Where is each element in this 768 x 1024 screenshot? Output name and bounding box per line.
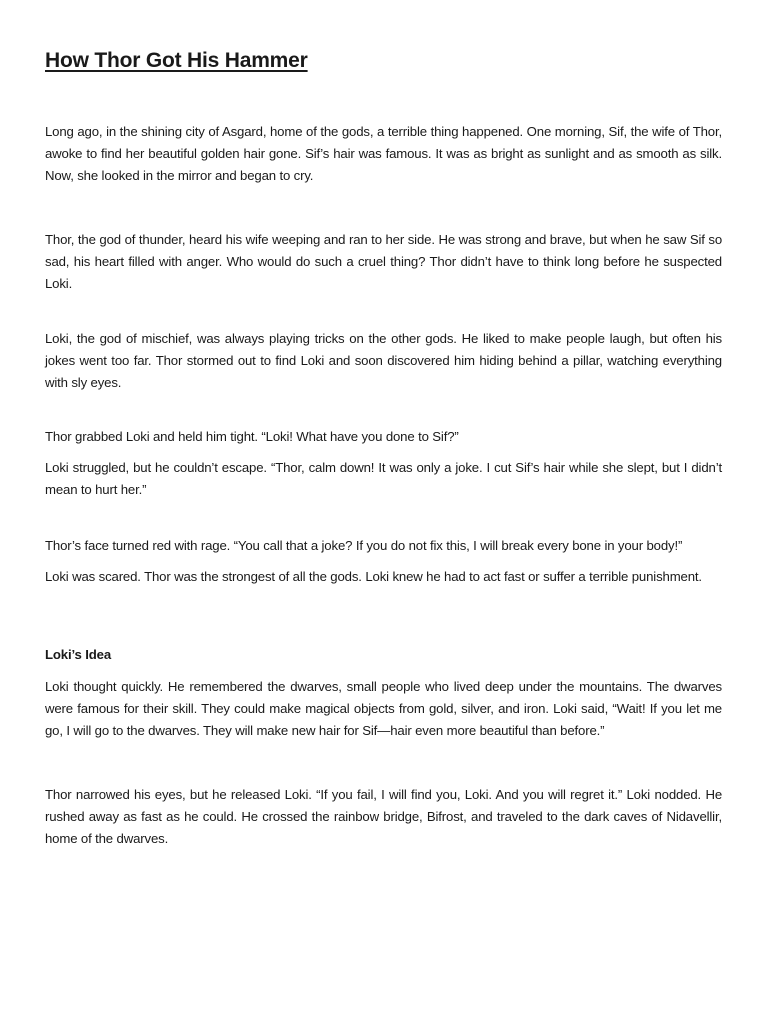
story-paragraph: Thor grabbed Loki and held him tight. “Loki! What have you done to Sif?” — [45, 429, 459, 444]
story-paragraph: Long ago, in the shining city of Asgard, home of the gods, a terrible thing happened. One morning, Sif, the wife of Thor, awoke to find her beautiful golden hair gone. Sif’s hair was famous. It was as bright as sunlight and as smooth as silk. Now, she looked in the mirror and began to cry. — [45, 124, 722, 183]
story-paragraph: Loki, the god of mischief, was always playing tricks on the other gods. He liked to make people laugh, but often his jokes went too far. Thor stormed out to find Loki and soon discovered him hiding behind a pillar, watching everything with sly eyes. — [45, 331, 722, 390]
section-paragraph: Loki thought quickly. He remembered the dwarves, small people who lived deep under the mountains. The dwarves were famous for their skill. They could make magical objects from gold, silver, and iron. Loki said, “Wait! If you let me go, I will go to the dwarves. They will make new hair for Sif—hair even more beautiful than before.” — [45, 679, 722, 738]
section-heading: Loki’s Idea — [45, 647, 112, 662]
story-paragraph: Thor, the god of thunder, heard his wife weeping and ran to her side. He was strong and brave, but when he saw Sif so sad, his heart filled with anger. Who would do such a cruel thing? Thor didn’t have to think long before he suspected Loki. — [45, 232, 722, 291]
story-paragraph: Loki struggled, but he couldn’t escape. “Thor, calm down! It was only a joke. I cut Sif’s hair while she slept, but I didn’t mean to hurt her.” — [45, 460, 722, 497]
document-title: How Thor Got His Hammer — [45, 49, 308, 72]
story-paragraph: Loki was scared. Thor was the strongest of all the gods. Loki knew he had to act fast or suffer a terrible punishment. — [45, 569, 702, 584]
story-paragraph: Thor’s face turned red with rage. “You call that a joke? If you do not fix this, I will break every bone in your body!” — [45, 538, 683, 553]
section-paragraph: Thor narrowed his eyes, but he released Loki. “If you fail, I will find you, Loki. And you will regret it.” Loki nodded. He rushed away as fast as he could. He crossed the rainbow bridge, Bifrost, and traveled to the dark caves of Nidavellir, home of the dwarves. — [45, 787, 722, 846]
